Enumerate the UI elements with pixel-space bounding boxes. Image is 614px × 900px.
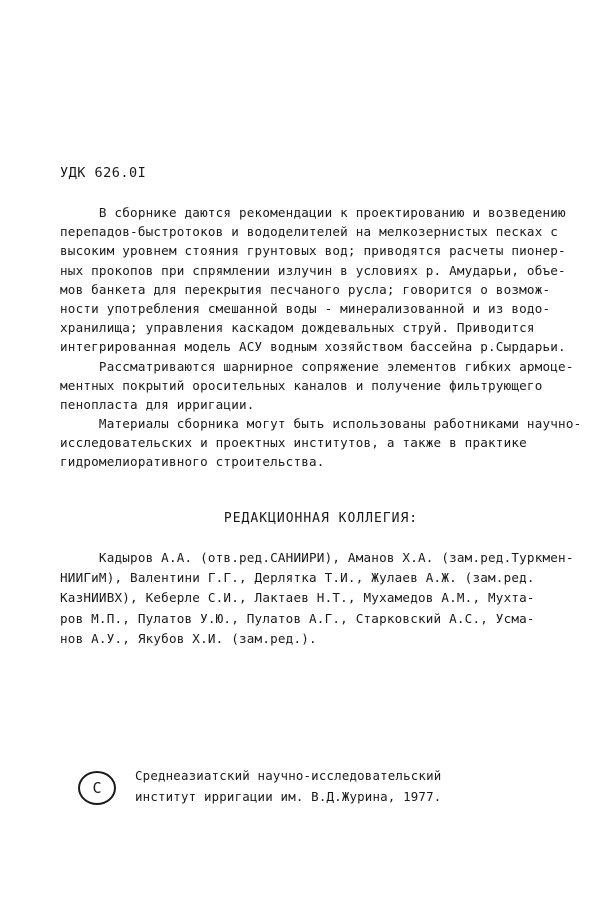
text-line: Рассматриваются шарнирное сопряжение элементов гибких армоце- [60, 359, 574, 374]
member-line: нов А.У., Якубов Х.И. (зам.ред.). [60, 630, 317, 646]
text-line: Материалы сборника могут быть использованы работниками научно- [60, 416, 582, 431]
text-line: высоким уровнем стояния грунтовых вод; приводятся расчеты пионер- [60, 243, 566, 259]
copyright-symbol: C [92, 779, 102, 797]
text-line: гидромелиоративного строительства. [60, 454, 325, 470]
abstract-paragraph-1 [60, 203, 590, 357]
text-line: интегрированная модель АСУ водным хозяйством бассейна р.Сырдарьи. [60, 339, 566, 355]
imprint-line: Среднеазиатский научно-исследовательский [135, 768, 442, 783]
udk-code: УДК 626.0I [60, 165, 147, 181]
publisher-imprint [135, 765, 441, 807]
member-line: Кадыров А.А. (отв.ред.САНИИРИ), Аманов Х.А. (зам.ред.Туркмен- [60, 550, 574, 565]
editorial-board-members [60, 548, 590, 649]
text-line: перепадов-быстротоков и вододелителей на мелкозернистых песках с [60, 224, 559, 240]
abstract-paragraph-2 [60, 357, 590, 415]
text-line: мов банкета для перекрытия песчаного русла; говорится о возмож- [60, 281, 551, 297]
text-line: ности употребления смешанной воды - минерализованной и из водо- [60, 301, 551, 317]
member-line: НИИГиМ), Валентини Г.Г., Дерлятка Т.И., Жулаев А.Ж. (зам.ред. [60, 570, 535, 586]
copyright-icon [78, 771, 116, 805]
text-line: ментных покрытий оросительных каналов и получение фильтрующего [60, 378, 543, 394]
text-line: В сборнике даются рекомендации к проектированию и возведению [60, 205, 566, 220]
member-line: ров М.П., Пулатов У.Ю., Пулатов А.Г., Старковский А.С., Усма- [60, 610, 535, 626]
text-line: исследовательских и проектных институтов, а также в практике [60, 435, 527, 451]
editorial-board-heading [0, 511, 614, 526]
member-line: КазНИИВХ), Кеберле С.И., Лактаев Н.Т., Мухамедов А.М., Мухта- [60, 590, 535, 606]
text-line: хранилища; управления каскадом дождевальных струй. Приводится [60, 320, 535, 336]
text-line: пенопласта для ирригации. [60, 397, 255, 413]
text-line: ных прокопов при спрямлении излучин в условиях р. Амударьи, объе- [60, 262, 566, 278]
abstract-paragraph-3 [60, 414, 590, 472]
editorial-board-title: РЕДАКЦИОННАЯ КОЛЛЕГИЯ: [223, 511, 419, 526]
imprint-line: институт ирригации им. В.Д.Журина, 1977. [135, 789, 442, 804]
